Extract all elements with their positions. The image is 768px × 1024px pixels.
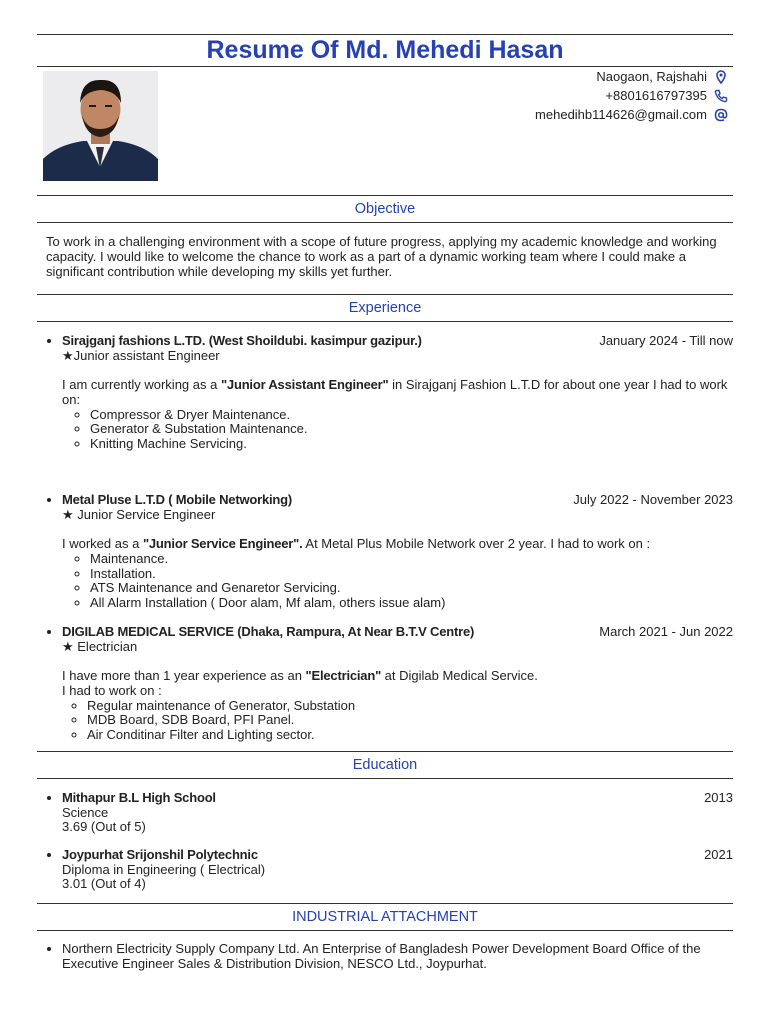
profile-header — [37, 67, 733, 195]
job-description: I have more than 1 year experience as an "Electrician" at Digilab Medical Service. — [62, 668, 538, 684]
at-sign-icon — [714, 108, 728, 122]
email-text: mehedihb114626@gmail.com — [535, 107, 707, 122]
contact-email — [535, 105, 728, 124]
experience-list — [37, 334, 733, 751]
company-name: • DIGILAB MEDICAL SERVICE (Dhaka, Rampura, At Near B.T.V Centre) — [62, 624, 475, 639]
experience-heading: Experience — [348, 300, 422, 316]
company-name: • Metal Pluse L.T.D ( Mobile Networking) — [62, 492, 293, 507]
contact-location — [535, 67, 728, 86]
graduation-year: 2013 — [704, 790, 733, 805]
education-detail: Diploma in Engineering ( Electrical) — [62, 861, 266, 877]
attachment-item: • Northern Electricity Supply Company Ltd. An Enterprise of Bangladesh Power Development Board Office of the Executive Engineer Sales & Distribution Division, NESCO Ltd., Joypurhat. — [62, 942, 733, 971]
experience-bottom-divider — [37, 321, 733, 322]
task-item: ◦ All Alarm Installation ( Door alam, Mf alam, others issue alam) — [90, 596, 733, 611]
job-description: I worked as a "Junior Service Engineer". At Metal Plus Mobile Network over 2 year. I had to work on : — [62, 536, 651, 552]
task-item: ◦ Air Conditinar Filter and Lighting sector. — [87, 728, 733, 743]
location-text: Naogaon, Rajshahi — [596, 69, 707, 84]
profile-photo — [43, 71, 158, 181]
map-pin-icon — [714, 70, 728, 84]
school-name: • Mithapur B.L High School — [62, 790, 216, 805]
education-detail: Science — [62, 804, 109, 820]
phone-icon — [714, 89, 728, 103]
job-description: I am currently working as a "Junior Assistant Engineer" in Sirajganj Fashion L.T.D for about one year I had to work on: — [62, 377, 728, 407]
education-result: 3.01 (Out of 4) — [62, 876, 146, 892]
phone-text: +8801616797395 — [605, 88, 707, 103]
task-item: ◦ Compressor & Dryer Maintenance. — [90, 408, 733, 423]
education-list — [37, 791, 733, 903]
resume-page — [37, 34, 733, 971]
job-dates: March 2021 - Jun 2022 — [599, 624, 733, 639]
resume-title: Resume Of Md. Mehedi Hasan — [206, 36, 564, 64]
contact-phone — [535, 86, 728, 105]
task-list — [62, 552, 733, 611]
education-heading: Education — [352, 757, 418, 773]
job-dates: July 2022 - November 2023 — [573, 492, 733, 507]
education-bottom-divider — [37, 778, 733, 779]
school-name: • Joypurhat Srijonshil Polytechnic — [62, 847, 258, 862]
task-item: ◦ Installation. — [90, 567, 733, 582]
task-item: ◦ Regular maintenance of Generator, Substation — [87, 699, 733, 714]
objective-text: To work in a challenging environment with a scope of future progress, applying my academic knowledge and working capacity. I would like to welcome the chance to work as a part of a dynamic working team where I could make a significant contribution while developing my skills yet further. — [46, 234, 717, 279]
task-list — [62, 699, 733, 743]
task-item: ◦ Maintenance. — [90, 552, 733, 567]
objective-heading: Objective — [354, 201, 416, 217]
task-item: ◦ Knitting Machine Servicing. — [90, 437, 733, 452]
attachment-list — [37, 942, 733, 971]
contact-info — [535, 67, 728, 124]
job-role: ★ Electrician — [62, 638, 138, 654]
job-description-line2: I had to work on : — [62, 682, 162, 698]
job-role: ★Junior assistant Engineer — [62, 347, 220, 363]
graduation-year: 2021 — [704, 847, 733, 862]
task-item: ◦ Generator & Substation Maintenance. — [90, 422, 733, 437]
attachment-bottom-divider — [37, 930, 733, 931]
experience-item — [62, 334, 733, 493]
task-item: ◦ MDB Board, SDB Board, PFI Panel. — [87, 713, 733, 728]
education-item — [62, 848, 733, 903]
job-dates: January 2024 - Till now — [599, 333, 733, 348]
experience-item — [62, 625, 733, 751]
education-result: 3.69 (Out of 5) — [62, 819, 146, 835]
experience-item — [62, 493, 733, 625]
task-item: ◦ ATS Maintenance and Genaretor Servicing. — [90, 581, 733, 596]
attachment-heading: INDUSTRIAL ATTACHMENT — [292, 909, 478, 925]
education-item — [62, 791, 733, 848]
company-name: • Sirajganj fashions L.TD. (West Shoildubi. kasimpur gazipur.) — [62, 333, 422, 348]
job-role: ★ Junior Service Engineer — [62, 506, 216, 522]
task-list — [62, 408, 733, 452]
